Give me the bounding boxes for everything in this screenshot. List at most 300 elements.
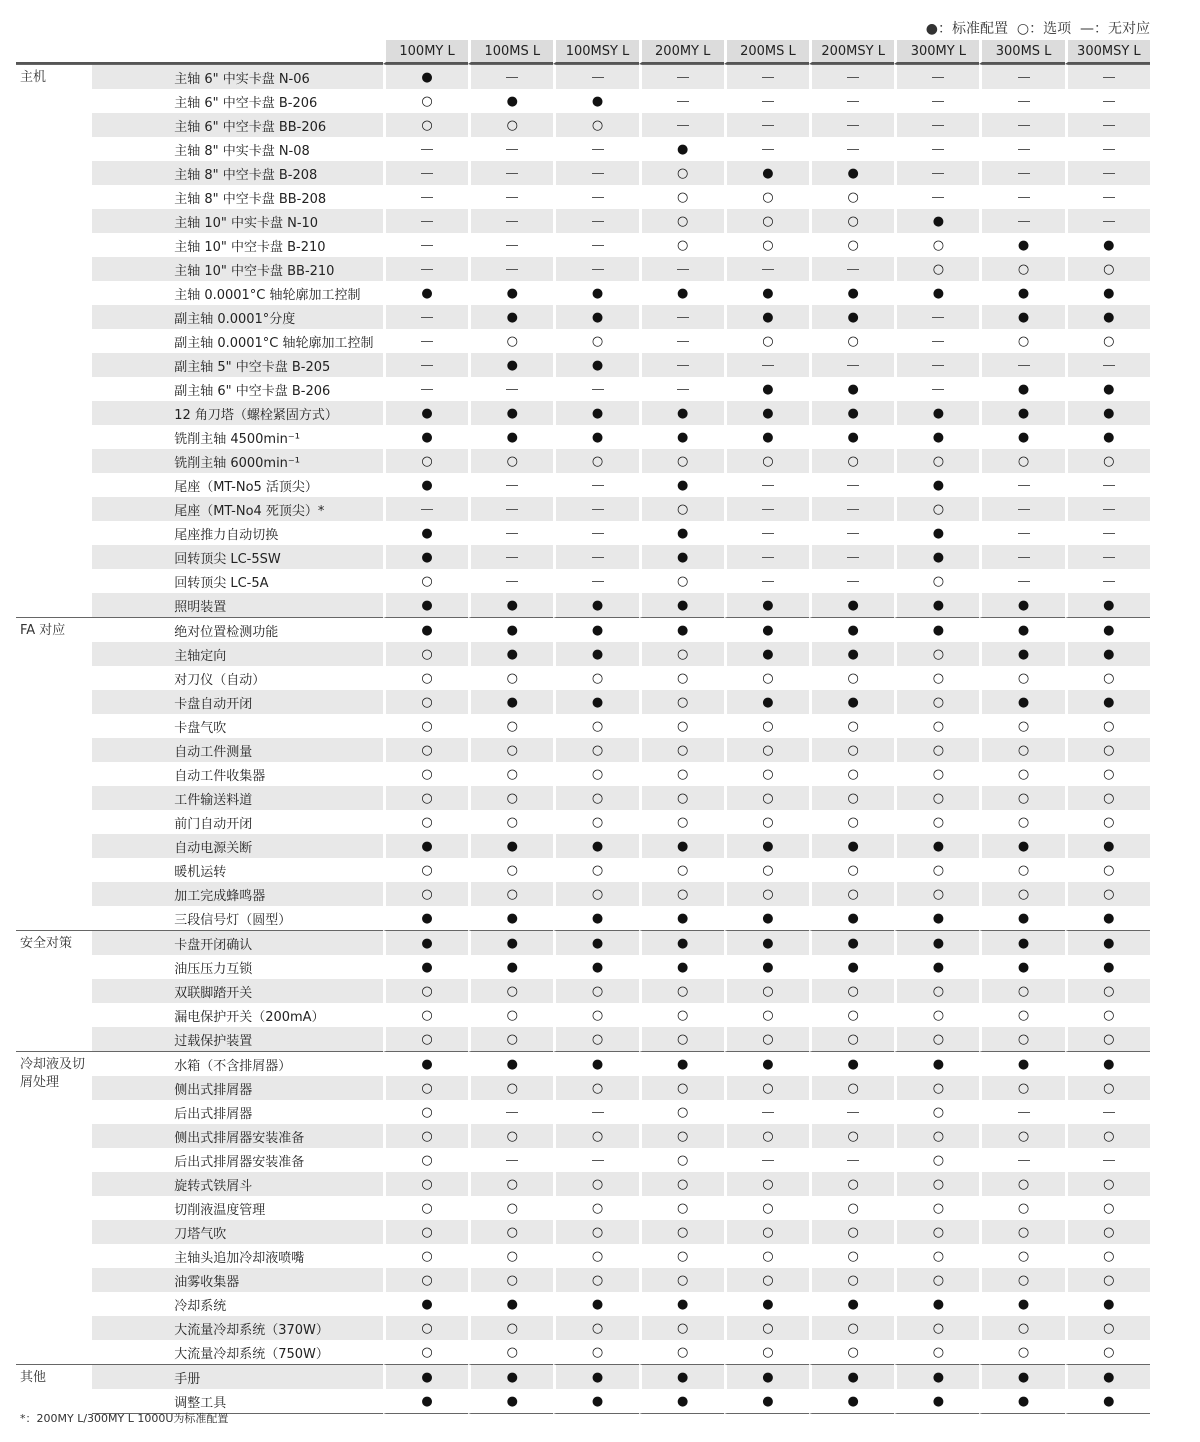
item-label: 主轴 8" 中空卡盘 B-208 — [92, 161, 383, 185]
na-mark — [639, 329, 724, 353]
table-row — [16, 1172, 1150, 1196]
standard-mark: ● — [639, 906, 724, 930]
na-mark — [468, 64, 553, 89]
option-mark: ○ — [894, 1027, 979, 1051]
na-mark — [1065, 569, 1150, 593]
standard-mark: ● — [468, 89, 553, 113]
dash-icon — [847, 1112, 859, 1113]
option-mark: ○ — [809, 1244, 894, 1268]
standard-mark: ● — [468, 642, 553, 666]
item-label: 副主轴 0.0001°C 轴轮廓加工控制 — [174, 335, 374, 351]
option-mark: ○ — [979, 1196, 1064, 1220]
option-mark: ○ — [468, 810, 553, 834]
standard-mark: ● — [894, 593, 979, 617]
option-mark: ○ — [724, 1268, 809, 1292]
standard-mark: ● — [1065, 305, 1150, 329]
na-mark — [1065, 473, 1150, 497]
option-mark: ○ — [809, 209, 894, 233]
dash-icon — [592, 197, 604, 198]
standard-mark: ● — [724, 401, 809, 425]
dash-icon — [506, 533, 518, 534]
dash-icon — [1103, 149, 1115, 150]
dash-icon — [592, 1112, 604, 1113]
option-mark: ○ — [724, 666, 809, 690]
na-mark — [979, 473, 1064, 497]
standard-mark: ● — [383, 930, 468, 955]
standard-mark: ● — [383, 1364, 468, 1389]
table-row — [16, 810, 1150, 834]
option-mark: ○ — [979, 979, 1064, 1003]
table-row — [16, 449, 1150, 473]
option-mark: ○ — [468, 1076, 553, 1100]
standard-mark: ● — [1065, 1364, 1150, 1389]
dash-icon — [1103, 1112, 1115, 1113]
model-header: 100MSY L — [553, 40, 638, 64]
option-mark: ○ — [809, 810, 894, 834]
dash-icon — [592, 1160, 604, 1161]
standard-mark: ● — [979, 401, 1064, 425]
standard-mark: ● — [468, 617, 553, 642]
option-mark: ○ — [809, 738, 894, 762]
option-mark: ○ — [383, 714, 468, 738]
dash-icon — [421, 173, 433, 174]
dash-icon — [421, 365, 433, 366]
standard-mark: ● — [639, 1051, 724, 1076]
na-mark — [979, 1148, 1064, 1172]
dash-icon — [1018, 485, 1030, 486]
table-row — [16, 473, 1150, 497]
option-mark: ○ — [383, 1316, 468, 1340]
standard-mark: ● — [724, 617, 809, 642]
standard-mark: ● — [553, 281, 638, 305]
option-mark: ○ — [894, 690, 979, 714]
standard-mark: ● — [724, 1364, 809, 1389]
na-mark — [724, 521, 809, 545]
item-label: 自动电源关断 — [92, 834, 383, 858]
na-mark — [1065, 209, 1150, 233]
dash-icon — [1103, 533, 1115, 534]
standard-mark: ● — [809, 1389, 894, 1414]
na-mark — [383, 305, 468, 329]
option-mark: ○ — [383, 1124, 468, 1148]
option-mark: ○ — [1065, 257, 1150, 281]
option-mark: ○ — [979, 666, 1064, 690]
standard-mark: ● — [639, 1292, 724, 1316]
option-mark: ○ — [553, 1268, 638, 1292]
table-row — [16, 858, 1150, 882]
option-mark: ○ — [724, 738, 809, 762]
na-mark — [809, 89, 894, 113]
option-mark: ○ — [894, 257, 979, 281]
standard-mark: ● — [979, 233, 1064, 257]
option-mark: ○ — [809, 1027, 894, 1051]
option-mark: ○ — [809, 714, 894, 738]
model-header: 200MS L — [724, 40, 809, 64]
na-mark — [1065, 545, 1150, 569]
dash-icon — [1018, 533, 1030, 534]
na-mark — [553, 1100, 638, 1124]
option-mark: ○ — [468, 1172, 553, 1196]
na-mark — [724, 113, 809, 137]
option-mark: ○ — [979, 810, 1064, 834]
option-mark: ○ — [724, 233, 809, 257]
standard-mark: ● — [1065, 906, 1150, 930]
standard-mark: ● — [383, 1051, 468, 1076]
standard-mark: ● — [979, 281, 1064, 305]
option-mark: ○ — [724, 1027, 809, 1051]
table-row — [16, 425, 1150, 449]
na-mark — [1065, 137, 1150, 161]
standard-mark: ● — [468, 593, 553, 617]
table-row — [16, 377, 1150, 401]
table-row — [16, 906, 1150, 930]
na-mark — [1065, 1148, 1150, 1172]
na-mark — [979, 113, 1064, 137]
option-mark: ○ — [809, 786, 894, 810]
option-mark: ○ — [468, 113, 553, 137]
option-mark: ○ — [894, 1172, 979, 1196]
na-mark — [809, 569, 894, 593]
option-mark: ○ — [809, 1340, 894, 1364]
standard-mark: ● — [809, 834, 894, 858]
standard-mark: ● — [894, 1051, 979, 1076]
standard-mark: ● — [553, 955, 638, 979]
na-mark — [724, 473, 809, 497]
section-label: FA 对应 — [16, 617, 92, 930]
na-mark — [809, 113, 894, 137]
standard-mark: ● — [724, 1389, 809, 1414]
dash-icon — [1018, 1160, 1030, 1161]
table-row — [16, 305, 1150, 329]
standard-mark: ● — [809, 906, 894, 930]
na-mark — [979, 161, 1064, 185]
model-header: 200MSY L — [809, 40, 894, 64]
option-mark: ○ — [639, 1076, 724, 1100]
dash-icon — [1018, 557, 1030, 558]
standard-mark: ● — [894, 955, 979, 979]
option-mark: ○ — [1065, 762, 1150, 786]
dash-icon — [847, 269, 859, 270]
option-mark: ○ — [979, 1316, 1064, 1340]
na-mark — [809, 137, 894, 161]
option-mark: ○ — [809, 979, 894, 1003]
option-mark: ○ — [809, 1172, 894, 1196]
standard-mark: ● — [979, 617, 1064, 642]
na-mark — [468, 569, 553, 593]
standard-mark: ● — [468, 305, 553, 329]
option-mark: ○ — [809, 666, 894, 690]
option-mark: ○ — [553, 858, 638, 882]
dash-icon — [506, 149, 518, 150]
option-mark: ○ — [894, 642, 979, 666]
option-mark: ○ — [809, 329, 894, 353]
option-mark: ○ — [894, 1100, 979, 1124]
dash-icon — [506, 197, 518, 198]
option-mark: ○ — [724, 1124, 809, 1148]
option-mark: ○ — [553, 1172, 638, 1196]
standard-mark: ● — [553, 401, 638, 425]
option-mark: ○ — [1065, 1003, 1150, 1027]
item-label: 漏电保护开关（200mA） — [174, 1009, 325, 1025]
standard-mark: ● — [383, 425, 468, 449]
dash-icon — [592, 269, 604, 270]
option-mark: ○ — [553, 1244, 638, 1268]
standard-mark: ● — [639, 425, 724, 449]
option-mark: ○ — [724, 329, 809, 353]
item-label: 油雾收集器 — [92, 1268, 383, 1292]
na-mark — [979, 353, 1064, 377]
standard-mark: ● — [809, 593, 894, 617]
dash-icon — [506, 389, 518, 390]
item-label: 对刀仪（自动） — [174, 672, 266, 688]
standard-mark: ● — [894, 521, 979, 545]
table-row — [16, 955, 1150, 979]
option-mark: ○ — [724, 209, 809, 233]
standard-mark: ● — [979, 1292, 1064, 1316]
na-mark — [809, 257, 894, 281]
option-mark: ○ — [1065, 1268, 1150, 1292]
option-mark: ○ — [468, 786, 553, 810]
standard-mark: ● — [979, 593, 1064, 617]
dash-icon — [847, 581, 859, 582]
standard-mark: ● — [894, 281, 979, 305]
na-mark — [383, 329, 468, 353]
standard-mark: ● — [724, 642, 809, 666]
dash-icon — [677, 269, 689, 270]
standard-mark: ● — [1065, 593, 1150, 617]
option-mark: ○ — [724, 1172, 809, 1196]
option-mark: ○ — [1065, 1027, 1150, 1051]
standard-mark: ● — [383, 617, 468, 642]
option-mark: ○ — [979, 1220, 1064, 1244]
na-mark — [1065, 89, 1150, 113]
spec-table-body — [16, 64, 1150, 1414]
table-row — [16, 690, 1150, 714]
na-mark — [894, 185, 979, 209]
option-mark: ○ — [1065, 786, 1150, 810]
option-mark: ○ — [724, 1220, 809, 1244]
option-mark: ○ — [979, 329, 1064, 353]
option-mark: ○ — [1065, 738, 1150, 762]
standard-mark: ● — [553, 1051, 638, 1076]
option-mark: ○ — [894, 233, 979, 257]
item-label: 卡盘气吹 — [174, 720, 227, 736]
dash-icon — [506, 173, 518, 174]
option-mark: ○ — [809, 1268, 894, 1292]
na-mark — [894, 64, 979, 89]
option-mark: ○ — [1065, 1172, 1150, 1196]
dash-icon — [1018, 101, 1030, 102]
option-mark: ○ — [1065, 714, 1150, 738]
option-mark: ○ — [639, 858, 724, 882]
item-label: 冷却系统 — [174, 1298, 227, 1314]
na-mark — [809, 545, 894, 569]
standard-mark: ● — [894, 1364, 979, 1389]
item-label: 主轴 10" 中实卡盘 N-10 — [92, 209, 383, 233]
option-mark: ○ — [383, 1172, 468, 1196]
item-label: 绝对位置检测功能 — [92, 617, 383, 642]
dash-icon — [1103, 509, 1115, 510]
na-mark — [553, 161, 638, 185]
dash-icon — [677, 125, 689, 126]
model-header: 100MS L — [468, 40, 553, 64]
dash-icon — [421, 149, 433, 150]
na-mark — [639, 353, 724, 377]
dash-icon — [506, 581, 518, 582]
standard-mark: ● — [809, 642, 894, 666]
na-mark — [979, 569, 1064, 593]
footnote: *：200MY L/300MY L 1000U为标准配置 — [20, 1412, 229, 1425]
model-header: 100MY L — [383, 40, 468, 64]
dash-icon — [847, 365, 859, 366]
option-mark: ○ — [639, 690, 724, 714]
dash-icon — [932, 173, 944, 174]
dash-icon — [506, 269, 518, 270]
na-mark — [553, 185, 638, 209]
option-mark: ○ — [383, 1003, 468, 1027]
na-mark — [1065, 1100, 1150, 1124]
na-mark — [979, 521, 1064, 545]
dash-icon — [421, 317, 433, 318]
na-mark — [553, 64, 638, 89]
na-mark — [724, 545, 809, 569]
dash-icon — [762, 485, 774, 486]
standard-mark: ● — [553, 1292, 638, 1316]
dash-icon — [932, 365, 944, 366]
option-mark: ○ — [468, 1340, 553, 1364]
item-label: 油压压力互锁 — [174, 961, 253, 977]
na-mark — [468, 137, 553, 161]
standard-mark: ● — [553, 617, 638, 642]
option-mark: ○ — [639, 714, 724, 738]
table-row — [16, 1003, 1150, 1027]
option-mark: ○ — [724, 858, 809, 882]
na-mark — [809, 521, 894, 545]
standard-mark: ● — [809, 401, 894, 425]
na-mark — [383, 233, 468, 257]
dash-icon — [1103, 77, 1115, 78]
standard-mark: ● — [1065, 281, 1150, 305]
standard-mark: ● — [979, 834, 1064, 858]
option-mark: ○ — [979, 1076, 1064, 1100]
table-row — [16, 1148, 1150, 1172]
na-mark — [553, 473, 638, 497]
table-row — [16, 545, 1150, 569]
standard-mark: ● — [468, 690, 553, 714]
na-mark — [809, 353, 894, 377]
na-mark — [724, 257, 809, 281]
dash-icon — [847, 533, 859, 534]
option-mark: ○ — [979, 762, 1064, 786]
table-row — [16, 882, 1150, 906]
na-mark — [468, 377, 553, 401]
standard-mark: ● — [894, 1389, 979, 1414]
na-mark — [553, 137, 638, 161]
standard-mark: ● — [639, 473, 724, 497]
standard-mark: ● — [468, 906, 553, 930]
item-label: 副主轴 5" 中空卡盘 B-205 — [92, 353, 383, 377]
item-label: 双联脚踏开关 — [92, 979, 383, 1003]
option-mark: ○ — [383, 1220, 468, 1244]
option-mark: ○ — [894, 714, 979, 738]
standard-mark: ● — [894, 617, 979, 642]
option-mark: ○ — [1065, 810, 1150, 834]
option-mark: ○ — [383, 786, 468, 810]
na-mark — [468, 545, 553, 569]
dash-icon — [932, 149, 944, 150]
dash-icon — [506, 221, 518, 222]
standard-mark: ● — [724, 906, 809, 930]
option-mark: ○ — [553, 113, 638, 137]
option-mark: ○ — [1065, 1124, 1150, 1148]
option-mark: ○ — [1065, 1340, 1150, 1364]
option-mark: ○ — [468, 1027, 553, 1051]
table-row — [16, 161, 1150, 185]
option-mark: ○ — [639, 1027, 724, 1051]
item-label: 卡盘开闭确认 — [92, 930, 383, 955]
na-mark — [724, 64, 809, 89]
option-mark: ○ — [468, 858, 553, 882]
option-mark: ○ — [639, 161, 724, 185]
spec-table — [16, 40, 1150, 1414]
standard-mark: ● — [724, 305, 809, 329]
standard-mark: ● — [809, 617, 894, 642]
na-mark — [1065, 161, 1150, 185]
legend-option-symbol: ○ — [1016, 21, 1030, 37]
option-mark: ○ — [553, 762, 638, 786]
option-mark: ○ — [724, 810, 809, 834]
dash-icon — [1018, 77, 1030, 78]
item-label: 大流量冷却系统（750W） — [174, 1346, 329, 1362]
item-label: 主轴 10" 中空卡盘 B-210 — [174, 239, 326, 255]
table-row — [16, 834, 1150, 858]
option-mark: ○ — [894, 762, 979, 786]
option-mark: ○ — [979, 1124, 1064, 1148]
standard-mark: ● — [809, 377, 894, 401]
table-row — [16, 329, 1150, 353]
na-mark — [468, 1100, 553, 1124]
standard-mark: ● — [468, 1292, 553, 1316]
na-mark — [553, 545, 638, 569]
model-header: 300MS L — [979, 40, 1064, 64]
standard-mark: ● — [1065, 930, 1150, 955]
option-mark: ○ — [639, 209, 724, 233]
na-mark — [639, 89, 724, 113]
standard-mark: ● — [639, 281, 724, 305]
standard-mark: ● — [979, 930, 1064, 955]
option-mark: ○ — [553, 1027, 638, 1051]
na-mark — [724, 353, 809, 377]
section-label: 冷却液及切屑处理 — [16, 1051, 92, 1364]
na-mark — [468, 233, 553, 257]
na-mark — [639, 113, 724, 137]
option-mark: ○ — [383, 89, 468, 113]
dash-icon — [592, 77, 604, 78]
standard-mark: ● — [724, 377, 809, 401]
item-label: 侧出式排屑器安装准备 — [92, 1124, 383, 1148]
item-label: 主轴 6" 中实卡盘 N-06 — [92, 64, 383, 89]
standard-mark: ● — [1065, 1389, 1150, 1414]
option-mark: ○ — [979, 1027, 1064, 1051]
dash-icon — [1103, 1160, 1115, 1161]
option-mark: ○ — [894, 1076, 979, 1100]
dash-icon — [847, 125, 859, 126]
option-mark: ○ — [468, 1316, 553, 1340]
option-mark: ○ — [468, 1003, 553, 1027]
dash-icon — [506, 557, 518, 558]
option-mark: ○ — [639, 666, 724, 690]
option-mark: ○ — [383, 449, 468, 473]
